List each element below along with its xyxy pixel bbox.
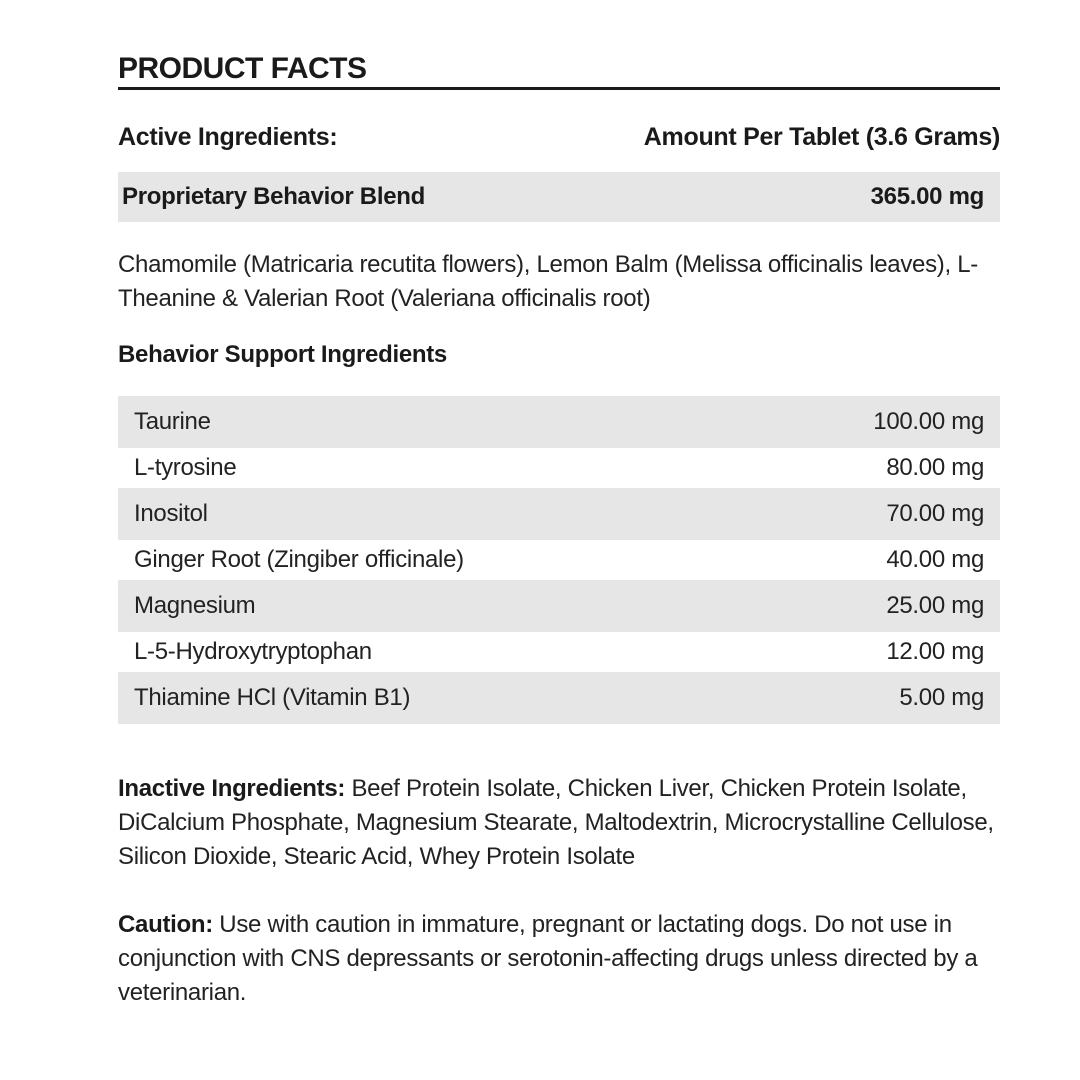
table-row — [118, 672, 1000, 724]
active-ingredients-label: Active Ingredients: — [118, 122, 338, 151]
ingredient-amount: 25.00 mg — [886, 592, 984, 619]
ingredient-name: L-5-Hydroxytryptophan — [134, 638, 372, 665]
inactive-ingredients-label: Inactive Ingredients: — [118, 775, 346, 802]
caution-statement — [118, 908, 1000, 1010]
page-title: PRODUCT FACTS — [118, 52, 367, 85]
blend-amount: 365.00 mg — [870, 183, 984, 210]
title-divider — [118, 87, 1000, 90]
ingredient-amount: 12.00 mg — [886, 638, 984, 665]
ingredient-amount: 5.00 mg — [899, 684, 984, 711]
product-facts-panel — [118, 52, 1000, 1010]
ingredient-amount: 80.00 mg — [886, 454, 984, 481]
ingredient-name: L-tyrosine — [134, 454, 237, 481]
ingredient-name: Taurine — [134, 408, 211, 435]
ingredient-amount: 70.00 mg — [886, 500, 984, 527]
inactive-ingredients-text: Beef Protein Isolate, Chicken Liver, Chicken Protein Isolate, DiCalcium Phosphate, Magnesium Stearate, Maltodextrin, Microcrystalline Cellulose, Silicon Dioxide, Stearic Acid, Whey Protein Isolate — [118, 775, 994, 870]
caution-text: Use with caution in immature, pregnant or lactating dogs. Do not use in conjunction with CNS depressants or serotonin-affecting drugs unless directed by a veterinarian. — [118, 911, 978, 1006]
blend-name: Proprietary Behavior Blend — [122, 183, 425, 210]
support-ingredients-table — [118, 396, 1000, 724]
blend-description: Chamomile (Matricaria recutita flowers), Lemon Balm (Melissa officinalis leaves), L-Theanine & Valerian Root (Valeriana officinalis root) — [118, 251, 978, 312]
inactive-ingredients — [118, 772, 1000, 874]
table-row — [118, 396, 1000, 448]
ingredient-amount: 100.00 mg — [873, 408, 984, 435]
table-row — [118, 540, 1000, 580]
table-row — [118, 580, 1000, 632]
proprietary-blend-row — [118, 172, 1000, 222]
ingredient-amount: 40.00 mg — [886, 546, 984, 573]
table-row — [118, 488, 1000, 540]
table-header — [118, 120, 1000, 154]
ingredient-name: Inositol — [134, 500, 208, 527]
amount-per-tablet-label: Amount Per Tablet (3.6 Grams) — [643, 122, 1000, 151]
ingredient-name: Thiamine HCl (Vitamin B1) — [134, 684, 411, 711]
table-row — [118, 448, 1000, 488]
table-row — [118, 632, 1000, 672]
ingredient-name: Magnesium — [134, 592, 256, 619]
ingredient-name: Ginger Root (Zingiber officinale) — [134, 546, 464, 573]
support-heading: Behavior Support Ingredients — [118, 341, 447, 368]
caution-label: Caution: — [118, 911, 213, 938]
